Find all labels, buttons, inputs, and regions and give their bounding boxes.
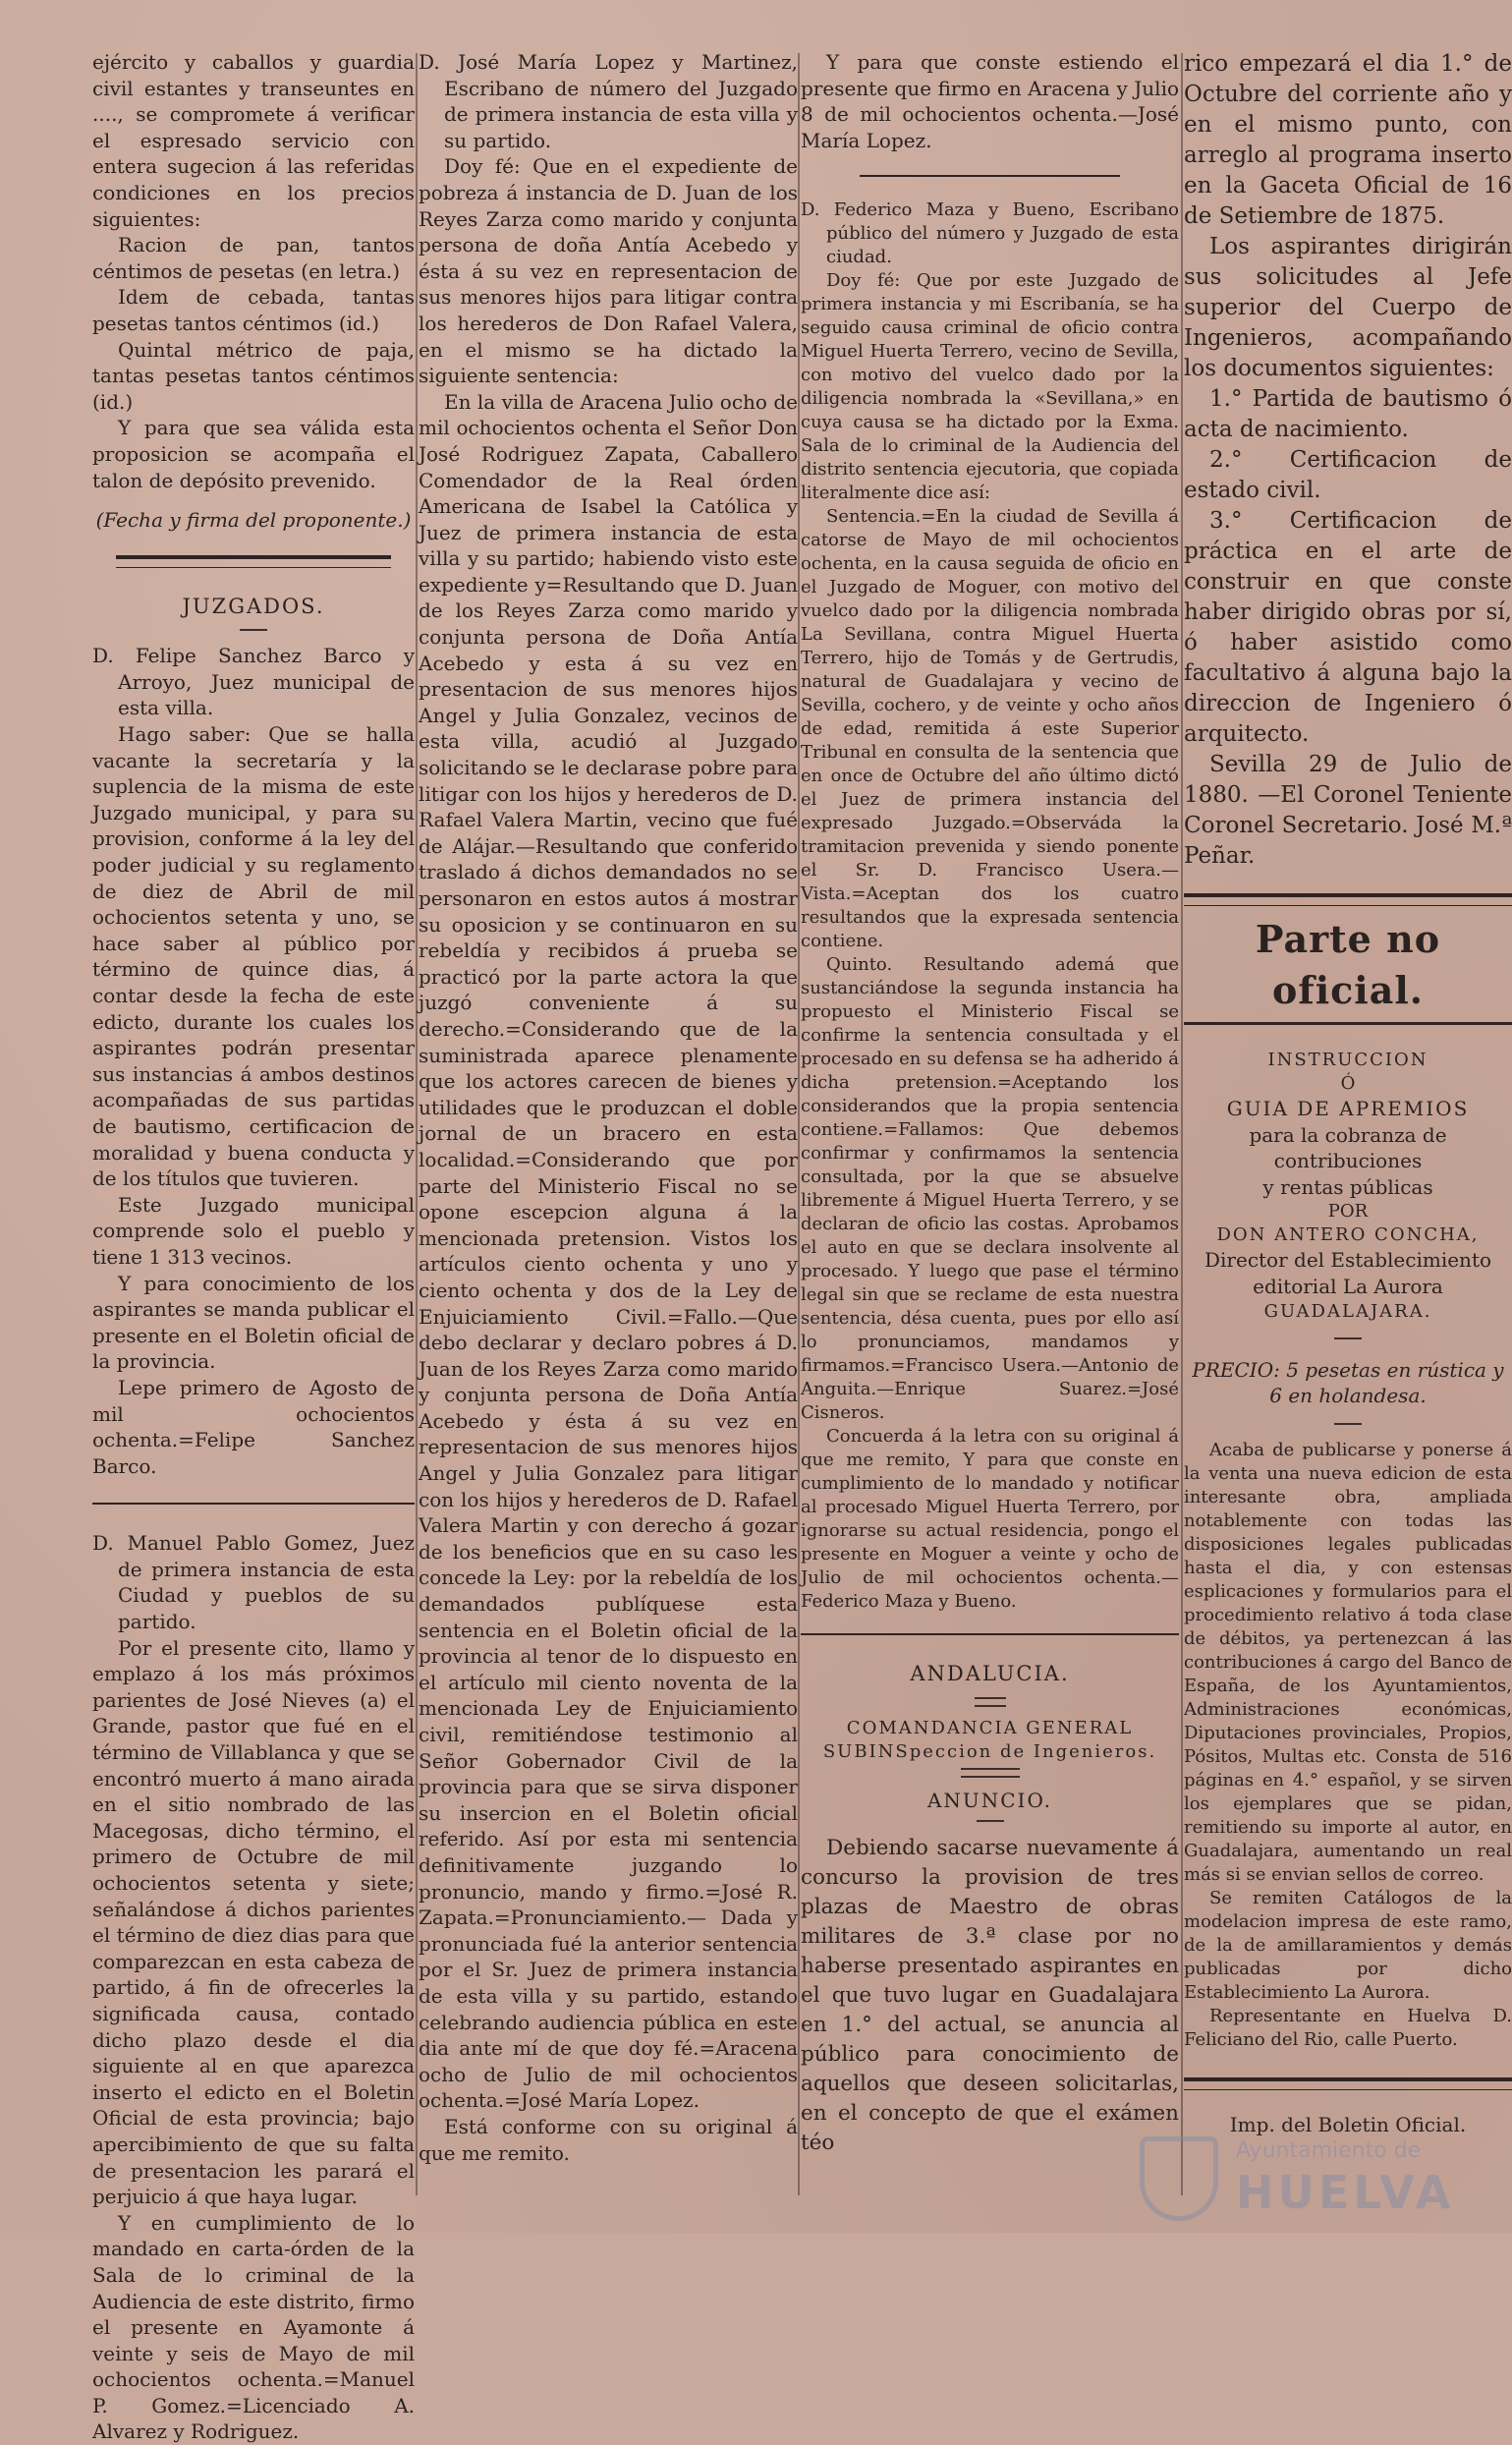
proposal-item: Quintal métrico de paja, tantas pesetas tantos céntimos (id.) bbox=[92, 337, 415, 414]
anuncio-paragraph: rico empezará el dia 1.° de Octubre del corriente año y en el mismo punto, con arreglo al programa inserto en la Gaceta Oficial de 16 de Setiembre de 1875. bbox=[1184, 51, 1512, 229]
column-1 bbox=[92, 49, 415, 2444]
edict-header: D. Manuel Pablo Gomez, Juez de primera instancia de esta Ciudad y pueblos de su partido. bbox=[92, 1531, 415, 1634]
edict-divider bbox=[860, 175, 1120, 177]
book-title-line: GUIA DE APREMIOS bbox=[1226, 1097, 1470, 1120]
section-divider bbox=[801, 1633, 1179, 1635]
edict-paragraph: Concuerda á la letra con su original á que me remito, Y para que conste en cumplimiento de lo mandado y notificar al procesado Miguel Huerta Terrero, por ignorarse su actual residencia, pongo el presente en Moguer a veinte y ocho de Julio de mil ochocientos ochenta.—Federico Maza y Bueno. bbox=[801, 1426, 1179, 1613]
book-author-role: Director del Establecimiento editorial La Aurora bbox=[1204, 1248, 1492, 1298]
title-dash bbox=[977, 1820, 1004, 1822]
proposal-item: Idem de cebada, tantas pesetas tantos céntimos (id.) bbox=[92, 285, 415, 335]
book-title-line: y rentas públicas bbox=[1262, 1174, 1433, 1199]
section-divider bbox=[1184, 1022, 1512, 1025]
watermark-line: HUELVA bbox=[1236, 2166, 1455, 2219]
column-4 bbox=[1184, 49, 1512, 2201]
watermark-line: Ayuntamiento de bbox=[1236, 2138, 1422, 2163]
title-double-rule bbox=[975, 1697, 1006, 1707]
anuncio-paragraph: Debiendo sacarse nuevamente á concurso la provision de tres plazas de Maestro de obras militares de 3.ª clase por no haberse presentado aspirantes en el que tuvo lugar en Guadalajara en 1.° del actual, se anuncia al público para conocimiento de aquellos que deseen solicitarlas, en el concepto de que el exámen téo bbox=[801, 1835, 1179, 2155]
title-dash bbox=[1334, 1337, 1362, 1339]
edict-divider bbox=[92, 1503, 415, 1507]
edict-paragraph: Sentencia.=En la ciudad de Sevilla á catorse de Mayo de mil ochocientos ochenta, en la causa seguida de oficio en el Juzgado de Moguer, con motivo del vuelco dado por la diligencia nombrada La Sevillana, contra Miguel Huerta Terrero, hijo de Tomás y de Gertrudis, natural de Guadalajara y vecino de Sevilla, cochero, y de veinte y ocho años de edad, remitida á este Superior Tribunal en consulta de la sentencia que en once de Octubre del año último dictó el Juez de primera instancia del expresado Juzgado.=Observáda la tramitacion prevenida y siendo ponente el Sr. D. Francisco Usera.—Vista.=Aceptan dos los cuatro resultandos que la expresada sentencia contiene. bbox=[801, 506, 1179, 952]
anuncio-paragraph: Los aspirantes dirigirán sus solicitudes al Jefe superior del Cuerpo de Ingenieros, acompañando los documentos siguientes: bbox=[1184, 234, 1512, 381]
subsection-title: COMANDANCIA GENERAL SUBINSpeccion de Ingenieros. bbox=[822, 1717, 1157, 1762]
proposal-text: Y para que sea válida esta proposicion se acompaña el talon de depósito prevenido. bbox=[92, 416, 415, 492]
anuncio-signature: Sevilla 29 de Julio de 1880. —El Coronel Teniente Coronel Secretario. José M.ª Peñar. bbox=[1184, 752, 1512, 869]
book-title-line: para la cobranza de contribuciones bbox=[1249, 1122, 1447, 1173]
section-title-juzgados: JUZGADOS. bbox=[182, 594, 325, 618]
book-title-line: INSTRUCCION bbox=[1267, 1050, 1428, 1070]
book-title-line: Ó bbox=[1340, 1073, 1356, 1094]
book-city: GUADALAJARA. bbox=[1263, 1300, 1432, 1322]
anuncio-requirement: 2.° Certificacion de estado civil. bbox=[1184, 447, 1512, 503]
column-3 bbox=[801, 49, 1179, 2201]
edict-closing: Y para que conste estiendo el presente que firmo en Aracena y Julio 8 de mil ochocientos ochenta.—José María Lopez. bbox=[801, 50, 1179, 152]
book-paragraph: Se remiten Catálogos de la modelacion impresa de este ramo, de la de amillaramientos y demás publicadas por dicho Establecimiento La Aurora. bbox=[1184, 1887, 1512, 2003]
title-dash bbox=[1334, 1423, 1362, 1425]
edict-paragraph: En la villa de Aracena Julio ocho de mil ochocientos ochenta el Señor Don José Rodriguez Zapata, Caballero Comendador de la Real órden Americana de Isabel la Católica y Juez de primera instancia de esta villa y su partido; habiendo visto este expediente y=Resultando que D. Juan de los Reyes Zarza como marido y conjunta persona de Doña Antía Acebedo y esta á su vez en presentacion de sus menores hijos Angel y Julia Gonzalez, vecinos de esta villa, acudió al Juzgado solicitando se le declarase pobre para litigar con los hijos y herederos de D. Rafael Valera Martin, vecino que fué de Alájar.—Resultando que conferido traslado á dichos demandados no se personaron en estos autos á mostrar su oposicion y se continuaron en su rebeldía y recibidos á prueba se practicó por la parte actora la que juzgó conveniente á su derecho.=Considerando que de la suministrada aparece plenamente que los actores carecen de bienes y utilidades que le produzcan el doble jornal de un bracero en esta localidad.=Considerando que por parte del Ministerio Fiscal no se opone escepcion alguna á la mencionada pretension. Vistos los artículos ciento ochenta y uno y ciento ochenta y dos de la Ley de Enjuiciamiento Civil.=Fallo.—Que debo declarar y declaro pobres á D. Juan de los Reyes Zarza como marido y conjunta persona de Doña Antía Acebedo y ésta á su vez en representacion de sus menores hijos Angel y Julia Gonzalez para litigar con los hijos y herederos de D. Rafael Valera Martin y con derecho á gozar de los beneficios que en su caso les concede la Ley: por la rebeldía de los demandados publíquese esta sentencia en el Boletin oficial de la provincia al tenor de lo dispuesto en el artículo mil ciento noventa de la mencionada Ley de Enjuiciamiento civil, remitiéndose testimonio al Señor Gobernador Civil de la provincia para que se sirva disponer su insercion en el Boletin oficial referido. Así por esta mi sentencia definitivamente juzgando lo pronuncio, mando y firmo.=José R. Zapata.=Pronunciamiento.— Dada y pronunciada fué la anterior sentencia por el Sr. Juez de primera instancia de esta villa y su partido, estando celebrando audiencia pública en este dia ante mí de que doy fé.=Aracena ocho de Julio de mil ochocientos ochenta.=José María Lopez. bbox=[419, 389, 798, 2113]
anuncio-title: ANUNCIO. bbox=[926, 1788, 1053, 1812]
proposal-text: ejército y caballos y guardia civil estantes y transeuntes en ...., se compromete á verificar el espresado servicio con entera sugecion á las referidas condiciones en los precios siguientes: bbox=[92, 50, 415, 231]
book-paragraph: Representante en Huelva D. Feliciano del Rio, calle Puerto. bbox=[1184, 2005, 1512, 2050]
section-title-andalucia: ANDALUCIA. bbox=[910, 1662, 1070, 1686]
proposal-item: Racion de pan, tantos céntimos de pesetas (en letra.) bbox=[92, 233, 415, 283]
section-divider bbox=[1184, 2077, 1512, 2090]
edict-paragraph: Quinto. Resultando ademá que sustanciándose la segunda instancia ha propuesto el Ministerio Fiscal se confirme la sentencia consultada y el procesado en su defensa se ha adherido á dicha pretension.=Aceptando los considerandos que la propia sentencia contiene.=Fallamos: Que debemos confirmar y confirmamos la sentencia consultada, por la que se absuelve libremente á Miguel Huerta Terrero, y se declaran de oficio las costas. Aprobamos el auto en que se declara insolvente al procesado. Y luego que pase el término legal sin que se reclame de esta nuestra sentencia, désa cuenta, pues por ello así lo pronunciamos, mandamos y firmamos.=Francisco Usera.—Antonio de Anguita.—Enrique Suarez.=José Cisneros. bbox=[801, 954, 1179, 1424]
section-title-parte-no-oficial: Parte no oficial. bbox=[1255, 917, 1441, 1012]
book-paragraph: Acaba de publicarse y ponerse á la venta una nueva edicion de esta interesante obra, ampliada notablemente con todas las disposiciones legales publicadas hasta el dia, y con estensas esplicaciones y formularios para el procedimiento relativo á toda clase de débitos, ya pertenezcan á las contribuciones á cargo del Banco de España, de los Ayuntamientos, Administraciones económicas, Diputaciones provinciales, Propios, Pósitos, Multas etc. Consta de 516 páginas en 4.° español, y se sirven los ejemplares que se pidan, remitiendo su importe al autor, en Guadalajara, aumentando un real más si se envian sellos de correo. bbox=[1184, 1439, 1512, 1885]
proposal-signature: (Fecha y firma del proponente.) bbox=[95, 508, 412, 533]
section-divider bbox=[1184, 893, 1512, 906]
edict-paragraph: Este Juzgado municipal comprende solo el pueblo y tiene 1 313 vecinos. bbox=[92, 1192, 415, 1269]
anuncio-requirement: 1.° Partida de bautismo ó acta de nacimiento. bbox=[1184, 386, 1512, 442]
book-price: PRECIO: 5 pesetas en rústica y 6 en holandesa. bbox=[1192, 1357, 1504, 1408]
archive-watermark bbox=[1120, 2132, 1493, 2221]
edict-header: D. Felipe Sanchez Barco y Arroyo, Juez municipal de esta villa. bbox=[92, 644, 415, 720]
edict-paragraph: Lepe primero de Agosto de mil ochocientos ochenta.=Felipe Sanchez Barco. bbox=[92, 1375, 415, 1478]
title-double-rule bbox=[961, 1768, 1020, 1778]
edict-paragraph: Hago saber: Que se halla vacante la secretaría y la suplencia de la misma de este Juzgado municipal, y para su provision, conforme á la ley del poder judicial y su reglamento de diez de Abril de mil ochocientos setenta y uno, se hace saber al público por término de quince dias, á contar desde la fecha de este edicto, durante los cuales los aspirantes podrán presentar sus instancias á ambos destinos acompañadas de sus partidas de bautismo, certificacion de moralidad y buena conducta y de los títulos que tuvieren. bbox=[92, 722, 415, 1191]
section-divider bbox=[116, 555, 391, 568]
book-title-line: POR bbox=[1327, 1201, 1369, 1222]
column-rule-3 bbox=[1181, 53, 1183, 2195]
column-rule-1 bbox=[416, 53, 418, 2195]
anuncio-requirement: 3.° Certificacion de práctica en el arte de construir en que conste haber dirigido obras por sí, ó haber asistido como facultativo á alguna bajo la direccion de Ingeniero ó arquitecto. bbox=[1184, 508, 1512, 747]
column-2 bbox=[419, 49, 798, 2201]
book-author: DON ANTERO CONCHA, bbox=[1216, 1224, 1480, 1246]
edict-paragraph: Doy fé: Que por este Juzgado de primera instancia y mi Escribanía, se ha seguido causa criminal de oficio contra Miguel Huerta Terrero, vecino de Sevilla, con motivo del vuelco dado por la diligencia nombrada la «Sevillana,» en cuya causa se ha dictado por la Exma. Sala de lo criminal de la Audiencia del distrito sentencia ejecutoria, que copiada literalmente dice así: bbox=[801, 270, 1179, 504]
edict-header: D. Federico Maza y Bueno, Escribano público del número y Juzgado de esta ciudad. bbox=[801, 199, 1179, 268]
edict-paragraph: Por el presente cito, llamo y emplazo á los más próximos parientes de José Nieves (a) el Grande, pastor que fué en el término de Villablanca y que se encontró muerto á mano airada en el sitio nombrado de las Macegosas, dicho término, el primero de Octubre de mil ochocientos setenta y siete; señalándose á dichos parientes el término de diez dias para que comparezcan en esta cabeza de partido, á fin de ofrecerles la significada causa, contado dicho plazo desde el dia siguiente al en que aparezca inserto el edicto en el Boletin Oficial de esta provincia; bajo apercibimiento de que su falta de presentacion les parará el perjuicio á que haya lugar. bbox=[92, 1635, 415, 2209]
title-dash bbox=[240, 629, 267, 631]
column-rule-2 bbox=[798, 53, 800, 2195]
edict-paragraph: Y para conocimiento de los aspirantes se manda publicar el presente en el Boletin oficial de la provincia. bbox=[92, 1271, 415, 1374]
crest-icon bbox=[1140, 2136, 1218, 2221]
edict-header: D. José María Lopez y Martinez, Escribano de número del Juzgado de primera instancia de esta villa y su partido. bbox=[419, 50, 798, 152]
edict-paragraph: Doy fé: Que en el expediente de pobreza á instancia de D. Juan de los Reyes Zarza como marido y conjunta persona de doña Antía Acebedo y ésta á su vez en representacion de sus menores hijos para litigar contra los herederos de Don Rafael Valera, en el mismo se ha dictado la siguiente sentencia: bbox=[419, 154, 798, 388]
edict-paragraph: Y en cumplimiento de lo mandado en carta-órden de la Sala de lo criminal de la Audiencia de este distrito, firmo el presente en Ayamonte á veinte y seis de Mayo de mil ochocientos ochenta.=Manuel P. Gomez.=Licenciado A. Alvarez y Rodriguez. bbox=[92, 2210, 415, 2444]
imprint: Imp. del Boletin Oficial. bbox=[1229, 2112, 1467, 2136]
edict-paragraph: Está conforme con su original á que me remito. bbox=[419, 2114, 798, 2165]
